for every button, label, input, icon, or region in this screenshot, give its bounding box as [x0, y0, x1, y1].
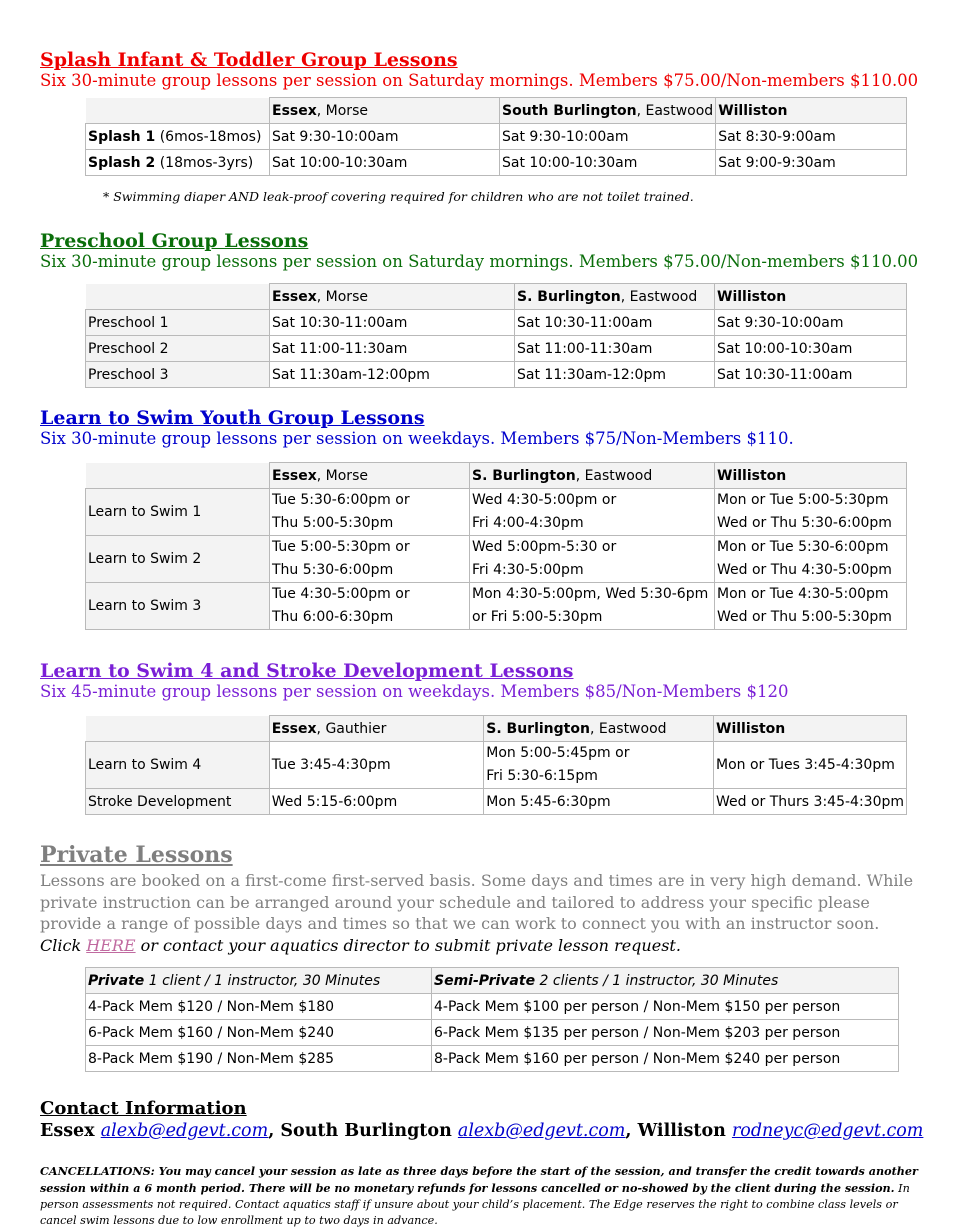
here-link[interactable]: HERE	[86, 935, 136, 955]
table-cell: 4-Pack Mem $120 / Non-Mem $180	[86, 994, 432, 1020]
youth-title: Learn to Swim Youth Group Lessons	[40, 407, 425, 429]
blank-cell	[86, 716, 270, 742]
table-row	[86, 994, 899, 1020]
table-cell: Sat 11:30am-12:00pm	[270, 362, 515, 388]
contact-line: Essex alexb@edgevt.com, South Burlington alexb@edgevt.com, Williston rodneyc@edgevt.com	[40, 1121, 924, 1141]
table-header-row	[86, 284, 907, 310]
table-cell: Sat 9:00-9:30am	[716, 150, 907, 176]
essex-email-link[interactable]: alexb@edgevt.com	[100, 1121, 269, 1141]
splash-title: Splash Infant & Toddler Group Lessons	[40, 49, 458, 71]
stroke-subtitle: Six 45-minute group lessons per session on weekdays. Members $85/Non-Members $120	[40, 682, 789, 701]
row-label: Learn to Swim 2	[86, 536, 270, 583]
column-header: S. Burlington, Eastwood	[470, 463, 715, 489]
blank-cell	[86, 284, 270, 310]
youth-subtitle: Six 30-minute group lessons per session on weekdays. Members $75/Non-Members $110.	[40, 429, 794, 448]
table-cell: Mon 5:45-6:30pm	[484, 789, 714, 815]
row-label: Stroke Development	[86, 789, 270, 815]
table-row	[86, 150, 907, 176]
blank-cell	[86, 463, 270, 489]
row-label: Preschool 3	[86, 362, 270, 388]
youth-schedule-table	[85, 462, 907, 630]
table-cell: Tue 3:45-4:30pm	[269, 742, 483, 789]
row-label: Splash 1 (6mos-18mos)	[86, 124, 270, 150]
column-header: Private 1 client / 1 instructor, 30 Minutes	[86, 968, 432, 994]
column-header: Williston	[715, 463, 907, 489]
table-cell: Sat 10:00-10:30am	[715, 336, 907, 362]
table-cell: Tue 5:30-6:00pm or Thu 5:00-5:30pm	[270, 489, 470, 536]
south-burlington-email-link[interactable]: alexb@edgevt.com	[457, 1121, 626, 1141]
table-row	[86, 310, 907, 336]
column-header: S. Burlington, Eastwood	[484, 716, 714, 742]
table-cell: Mon or Tue 4:30-5:00pm Wed or Thu 5:00-5:30pm	[715, 583, 907, 630]
contact-title: Contact Information	[40, 1098, 247, 1119]
preschool-title: Preschool Group Lessons	[40, 230, 309, 252]
private-click-text: Click HERE or contact your aquatics director to submit private lesson request.	[40, 935, 681, 955]
table-cell: Sat 10:00-10:30am	[500, 150, 716, 176]
table-cell: Wed 5:00pm-5:30 or Fri 4:30-5:00pm	[470, 536, 715, 583]
table-cell: Sat 10:00-10:30am	[270, 150, 500, 176]
table-cell: Sat 11:30am-12:0pm	[515, 362, 715, 388]
row-label: Learn to Swim 1	[86, 489, 270, 536]
table-row	[86, 124, 907, 150]
table-cell: 8-Pack Mem $190 / Non-Mem $285	[86, 1046, 432, 1072]
row-label: Preschool 1	[86, 310, 270, 336]
table-cell: Sat 9:30-10:00am	[500, 124, 716, 150]
table-row	[86, 1020, 899, 1046]
table-cell: Sat 9:30-10:00am	[715, 310, 907, 336]
table-header-row	[86, 463, 907, 489]
column-header: Williston	[714, 716, 907, 742]
column-header: Essex, Morse	[270, 284, 515, 310]
table-row	[86, 362, 907, 388]
table-cell: Sat 10:30-11:00am	[715, 362, 907, 388]
table-cell: Tue 4:30-5:00pm or Thu 6:00-6:30pm	[270, 583, 470, 630]
table-row	[86, 1046, 899, 1072]
stroke-schedule-table	[85, 715, 907, 815]
table-row	[86, 536, 907, 583]
splash-subtitle: Six 30-minute group lessons per session on Saturday mornings. Members $75.00/Non-members $110.00	[40, 71, 919, 90]
table-cell: Tue 5:00-5:30pm or Thu 5:30-6:00pm	[270, 536, 470, 583]
column-header: Williston	[715, 284, 907, 310]
table-cell: Sat 10:30-11:00am	[270, 310, 515, 336]
table-cell: Sat 8:30-9:00am	[716, 124, 907, 150]
private-text: Lessons are booked on a first-come first-served basis. Some days and times are in very high demand. While private instruction can be arranged around your schedule and tailored to address your specific please provide a range of possible days and times so that we can work to connect you with an instructor soon.	[40, 871, 914, 934]
column-header: S. Burlington, Eastwood	[515, 284, 715, 310]
private-title: Private Lessons	[40, 842, 233, 868]
column-header: Essex, Morse	[270, 98, 500, 124]
table-row	[86, 789, 907, 815]
preschool-subtitle: Six 30-minute group lessons per session on Saturday mornings. Members $75.00/Non-members $110.00	[40, 252, 919, 271]
table-cell: Mon 5:00-5:45pm or Fri 5:30-6:15pm	[484, 742, 714, 789]
splash-schedule-table	[85, 97, 907, 176]
cancellation-policy: CANCELLATIONS: You may cancel your session as late as three days before the start of the session, and transfer the credit towards another session within a 6 month period. There will be no monetary refunds for lessons cancelled or no-showed by the client during the session. In person assessments not required. Contact aquatics staff if unsure about your child’s placement. The Edge reserves the right to combine class levels or cancel swim lessons due to low enrollment up to two days in advance.	[40, 1164, 918, 1227]
column-header: Semi-Private 2 clients / 1 instructor, 30 Minutes	[432, 968, 899, 994]
williston-email-link[interactable]: rodneyc@edgevt.com	[731, 1121, 924, 1141]
private-pricing-table	[85, 967, 899, 1072]
stroke-title: Learn to Swim 4 and Stroke Development Lessons	[40, 660, 574, 682]
preschool-schedule-table	[85, 283, 907, 388]
private-paragraph	[40, 870, 920, 956]
table-cell: 6-Pack Mem $160 / Non-Mem $240	[86, 1020, 432, 1046]
table-row	[86, 336, 907, 362]
table-cell: Mon 4:30-5:00pm, Wed 5:30-6pm or Fri 5:00-5:30pm	[470, 583, 715, 630]
table-header-row	[86, 968, 899, 994]
blank-cell	[86, 98, 270, 124]
table-cell: Mon or Tue 5:30-6:00pm Wed or Thu 4:30-5:00pm	[715, 536, 907, 583]
table-cell: Wed 4:30-5:00pm or Fri 4:00-4:30pm	[470, 489, 715, 536]
column-header: Essex, Gauthier	[269, 716, 483, 742]
row-label: Learn to Swim 3	[86, 583, 270, 630]
table-cell: Wed or Thurs 3:45-4:30pm	[714, 789, 907, 815]
table-cell: 8-Pack Mem $160 per person / Non-Mem $240 per person	[432, 1046, 899, 1072]
table-row	[86, 489, 907, 536]
table-cell: 6-Pack Mem $135 per person / Non-Mem $203 per person	[432, 1020, 899, 1046]
row-label: Learn to Swim 4	[86, 742, 270, 789]
row-label: Splash 2 (18mos-3yrs)	[86, 150, 270, 176]
diaper-note: * Swimming diaper AND leak-proof covering required for children who are not toilet trained.	[103, 189, 694, 204]
column-header: Essex, Morse	[270, 463, 470, 489]
table-row	[86, 742, 907, 789]
table-cell: Wed 5:15-6:00pm	[269, 789, 483, 815]
table-cell: Sat 9:30-10:00am	[270, 124, 500, 150]
table-cell: Mon or Tue 5:00-5:30pm Wed or Thu 5:30-6:00pm	[715, 489, 907, 536]
column-header: Williston	[716, 98, 907, 124]
table-cell: 4-Pack Mem $100 per person / Non-Mem $150 per person	[432, 994, 899, 1020]
table-cell: Sat 10:30-11:00am	[515, 310, 715, 336]
table-cell: Mon or Tues 3:45-4:30pm	[714, 742, 907, 789]
table-header-row	[86, 98, 907, 124]
table-cell: Sat 11:00-11:30am	[515, 336, 715, 362]
table-cell: Sat 11:00-11:30am	[270, 336, 515, 362]
row-label: Preschool 2	[86, 336, 270, 362]
table-row	[86, 583, 907, 630]
column-header: South Burlington, Eastwood	[500, 98, 716, 124]
table-header-row	[86, 716, 907, 742]
